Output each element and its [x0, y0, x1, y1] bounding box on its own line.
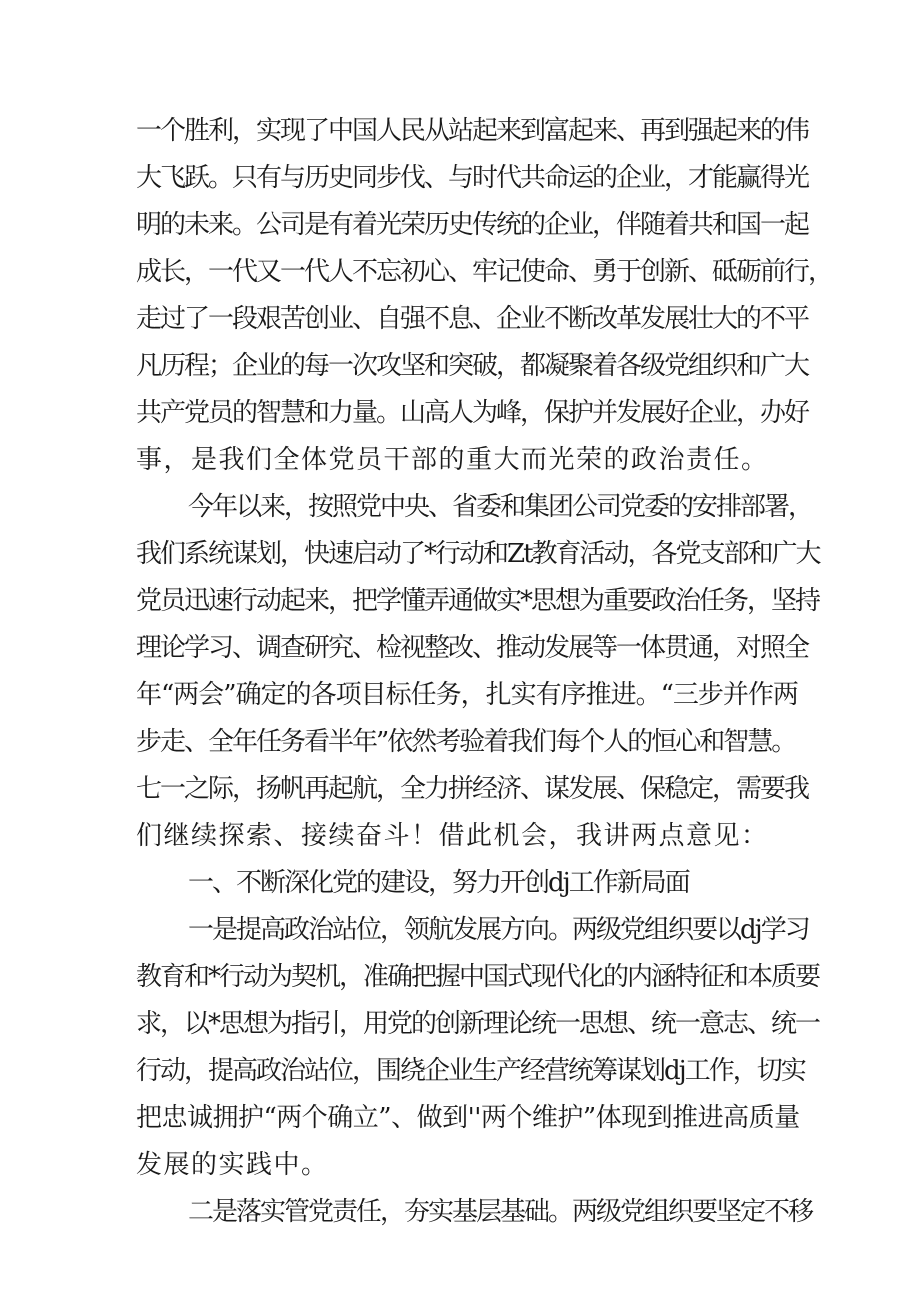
text-line: 理论学习、调查研究、检视整改、推动发展等一体贯通，对照全 [136, 633, 809, 663]
text-line: 今年以来，按照党中央、省委和集团公司党委的安排部署， [188, 492, 813, 522]
text-line: 步走、全年任务看半年”依然考验着我们每个人的恒心和智慧。 [136, 727, 796, 757]
text-line: 大飞跃。只有与历史同步伐、与时代共命运的企业，才能赢得光 [136, 163, 809, 193]
text-line: 事，是我们全体党员干部的重大而光荣的政治责任。 [136, 445, 769, 475]
text-line: 一个胜利，实现了中国人民从站起来到富起来、再到强起来的伟 [136, 116, 809, 146]
text-line: 教育和*行动为契机，准确把握中国式现代化的内涵特征和本质要 [136, 962, 820, 992]
text-line: 凡历程；企业的每一次攻坚和突破，都凝聚着各级党组织和广大 [136, 351, 809, 381]
text-line: 年“两会”确定的各项目标任务，扎实有序推进。“三步并作两 [136, 680, 798, 710]
text-line: 走过了一段艰苦创业、自强不息、企业不断改革发展壮大的不平 [136, 304, 809, 334]
text-line: 成长，一代又一代人不忘初心、牢记使命、勇于创新、砥砺前行， [136, 257, 833, 287]
heading-line: 一、不断深化党的建设，努力开创dj工作新局面 [188, 868, 689, 898]
text-line: 们继续探索、接续奋斗！借此机会，我讲两点意见： [136, 821, 769, 851]
text-line: 共产党员的智慧和力量。山高人为峰，保护并发展好企业，办好 [136, 398, 809, 428]
text-line: 求，以*思想为指引，用党的创新理论统一思想、统一意志、统一 [136, 1009, 820, 1039]
text-line: 行动，提高政治站位，围绕企业生产经营统筹谋划dj工作，切实 [136, 1056, 805, 1086]
text-line: 二是落实管党责任，夯实基层基础。两级党组织要坚定不移 [188, 1197, 813, 1227]
text-line: 七一之际，扬帆再起航，全力拼经济、谋发展、保稳定，需要我 [136, 774, 809, 804]
text-line: 把忠诚拥护“两个确立”、做到''两个维护”体现到推进高质量 [136, 1103, 800, 1133]
text-line: 党员迅速行动起来，把学懂弄通做实*思想为重要政治任务，坚持 [136, 586, 820, 616]
text-line: 一是提高政治站位，领航发展方向。两级党组织要以dj学习 [188, 915, 809, 945]
text-line: 发展的实践中。 [136, 1150, 329, 1180]
text-line: 我们系统谋划，快速启动了*行动和Zt教育活动，各党支部和广大 [136, 539, 820, 569]
text-line: 明的未来。公司是有着光荣历史传统的企业，伴随着共和国一起 [136, 210, 809, 240]
